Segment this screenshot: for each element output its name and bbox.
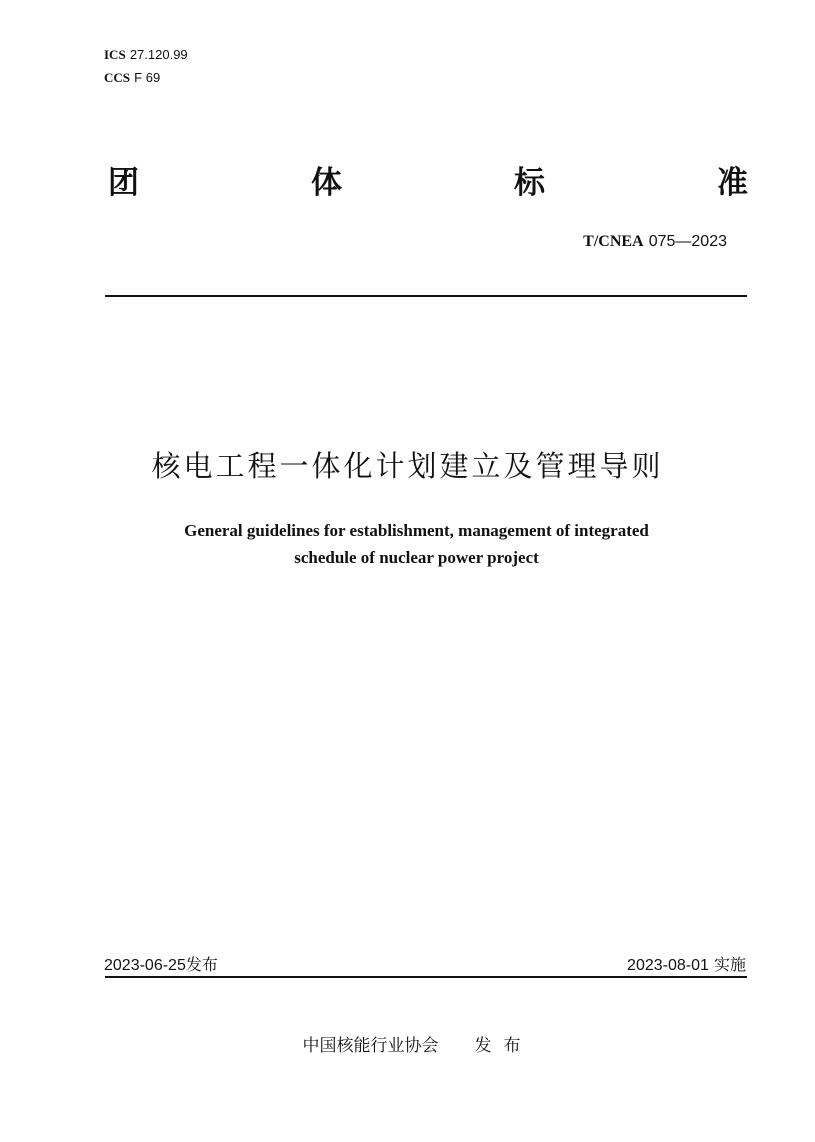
title-english-line: General guidelines for establishment, management of integrated — [184, 521, 649, 540]
standard-type-char: 准 — [717, 165, 748, 201]
standard-type-char: 体 — [311, 165, 342, 201]
issue-date — [104, 955, 218, 976]
ics-label: ICS — [104, 47, 126, 62]
bottom-divider — [105, 976, 747, 978]
top-divider — [105, 295, 747, 297]
ccs-label: CCS — [104, 70, 131, 85]
ccs-value: F 69 — [134, 70, 161, 85]
issuer — [0, 1035, 815, 1057]
standard-code-number: 075—2023 — [648, 233, 727, 250]
standard-type-char: 标 — [514, 165, 545, 201]
implementation-date-label: 实施 — [713, 955, 746, 974]
issue-date-label: 发布 — [185, 955, 218, 974]
standard-type-heading — [108, 163, 748, 203]
standard-code — [583, 231, 727, 252]
title-english-line: schedule of nuclear power project — [294, 548, 539, 567]
implementation-date-value: 2023-08-01 — [627, 957, 709, 974]
implementation-date — [627, 955, 746, 976]
title-chinese: 核电工程一体化计划建立及管理导则 — [151, 449, 664, 483]
title-english — [0, 517, 815, 571]
issue-date-value: 2023-06-25 — [104, 957, 186, 974]
ccs-code — [104, 70, 160, 87]
standard-code-prefix: T/CNEA — [583, 233, 644, 250]
issuer-label: 发布 — [474, 1036, 533, 1056]
ics-code — [104, 47, 188, 64]
issuer-name: 中国核能行业协会 — [302, 1036, 439, 1056]
standard-type-char: 团 — [108, 165, 139, 201]
ics-value: 27.120.99 — [129, 47, 188, 62]
